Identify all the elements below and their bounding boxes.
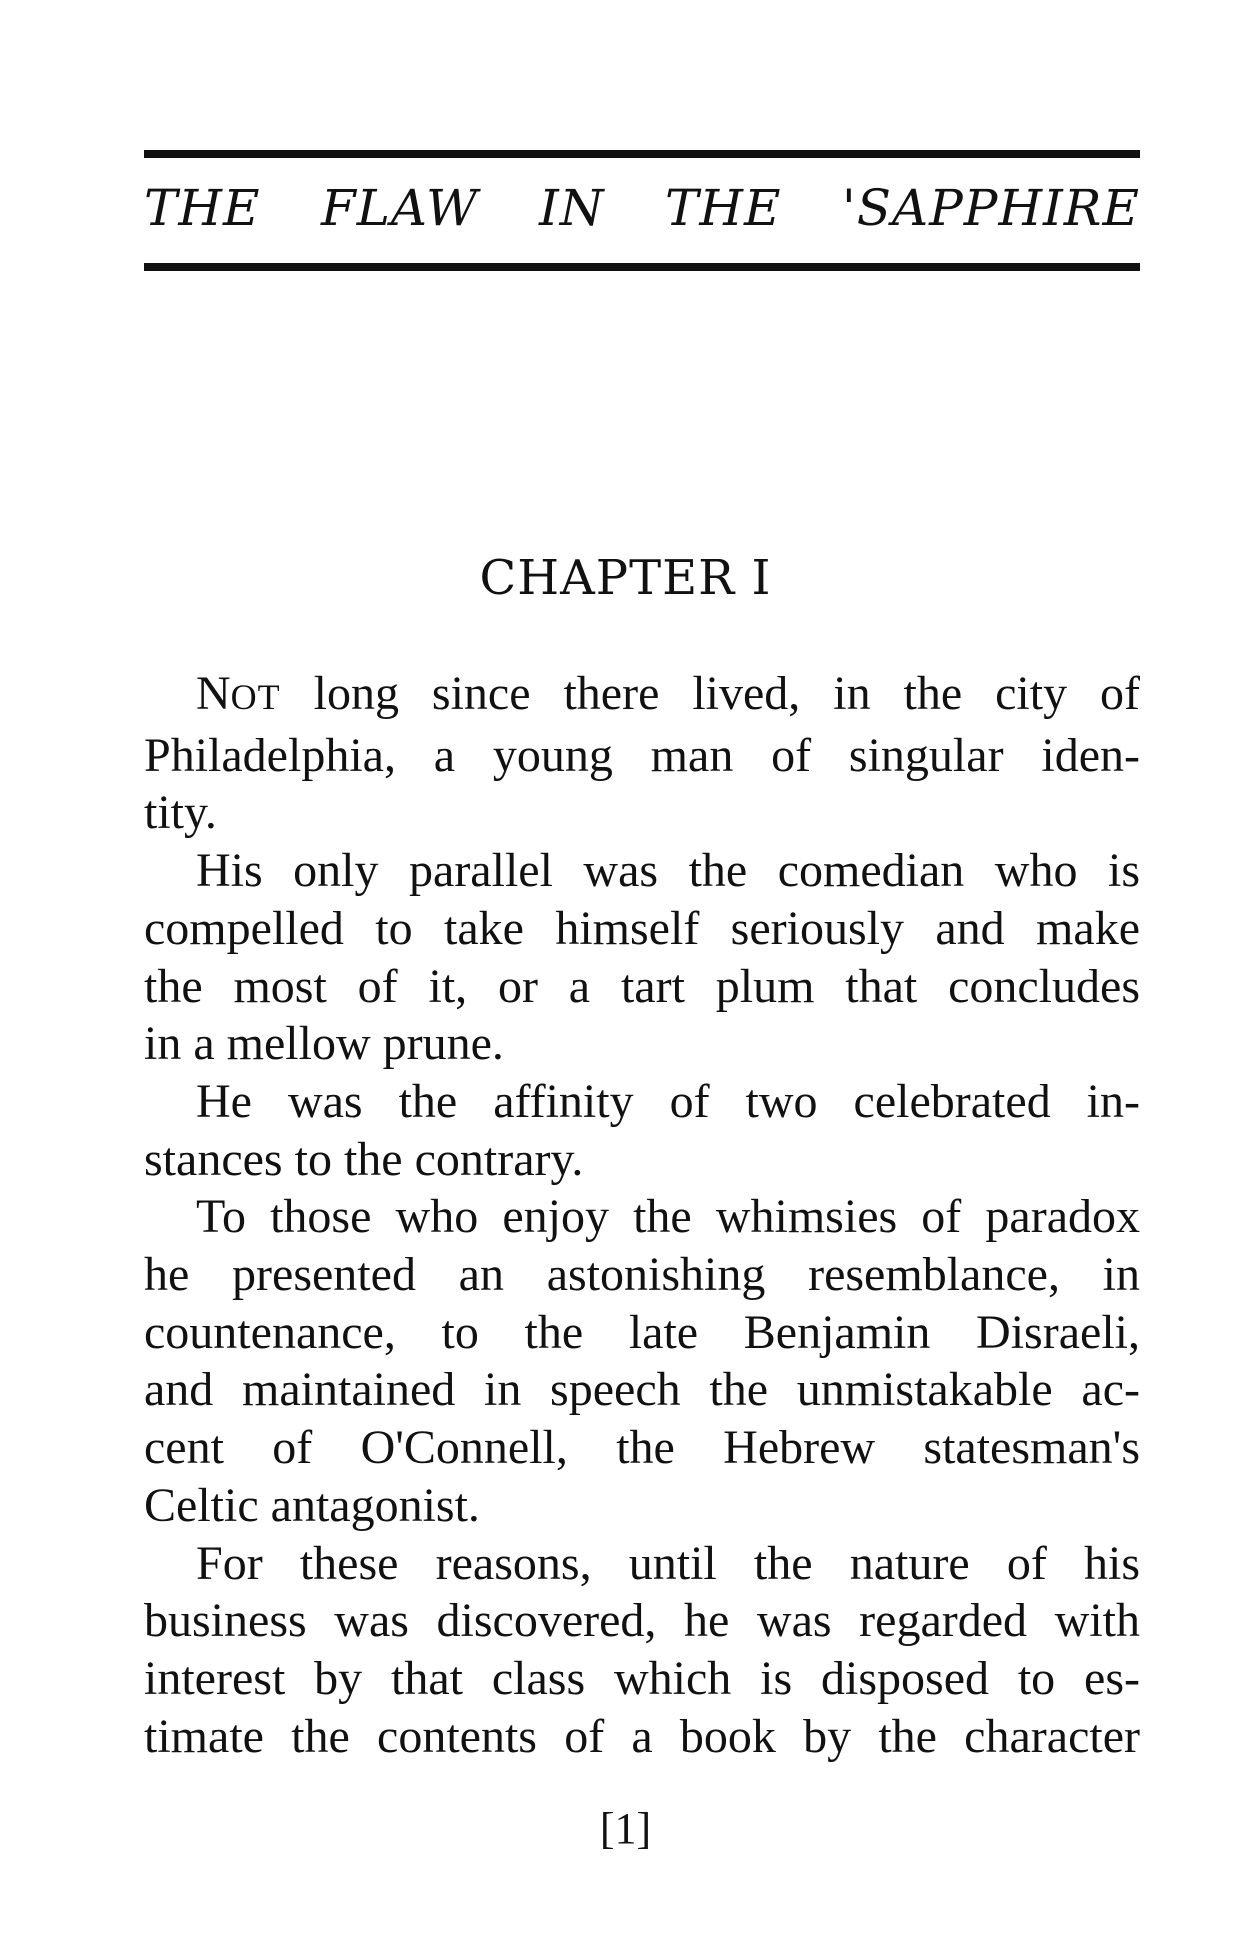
paragraph (144, 1188, 1140, 1534)
paragraph (144, 1535, 1140, 1766)
paragraph (144, 665, 1140, 842)
page-number: [1] (599, 1804, 652, 1853)
running-head-word: IN (538, 179, 605, 237)
body-text (144, 665, 1140, 1765)
text-line: countenance, to the late Benjamin Disraeli, (144, 1305, 1140, 1359)
running-head (144, 178, 1140, 238)
text-line: the most of it, or a tart plum that concludes (144, 959, 1140, 1013)
chapter-heading: CHAPTER I (479, 550, 772, 606)
running-head-word: FLAW (321, 179, 479, 237)
text-line: timate the contents of a book by the character (144, 1709, 1140, 1763)
drop-cap-letter: N (196, 667, 231, 720)
text-line: His only parallel was the comedian who is (196, 844, 1140, 898)
running-head-word: THE (665, 179, 782, 237)
text-line: compelled to take himself seriously and make (144, 901, 1140, 955)
text-line: To those who enjoy the whimsies of paradox (196, 1190, 1140, 1244)
text-line: business was discovered, he was regarded with (144, 1594, 1140, 1648)
running-head-word: THE (144, 179, 261, 237)
text-line: He was the affinity of two celebrated in- (196, 1074, 1140, 1128)
text-line: Philadelphia, a young man of singular iden- (144, 728, 1140, 782)
text-line: in a mellow prune. (144, 1017, 504, 1071)
running-head-word: 'SAPPHIRE (842, 179, 1140, 237)
paragraph (144, 1073, 1140, 1188)
text-line: cent of O'Connell, the Hebrew statesman's (144, 1421, 1140, 1475)
text-line: stances to the contrary. (144, 1132, 584, 1186)
text-line: he presented an astonishing resemblance, in (144, 1248, 1140, 1302)
header-rule-bottom (144, 263, 1140, 271)
line-text: long since there lived, in the city of (313, 667, 1141, 720)
paragraph (144, 842, 1140, 1073)
small-caps-text: OT (230, 677, 281, 717)
text-line: For these reasons, until the nature of his (196, 1536, 1140, 1590)
header-rule-top (144, 150, 1140, 158)
text-line: Celtic antagonist. (144, 1478, 480, 1532)
text-line: interest by that class which is disposed to es- (144, 1651, 1140, 1705)
text-line: and maintained in speech the unmistakable ac- (144, 1363, 1140, 1417)
text-line: tity. (144, 786, 217, 840)
text-line (144, 665, 1140, 727)
